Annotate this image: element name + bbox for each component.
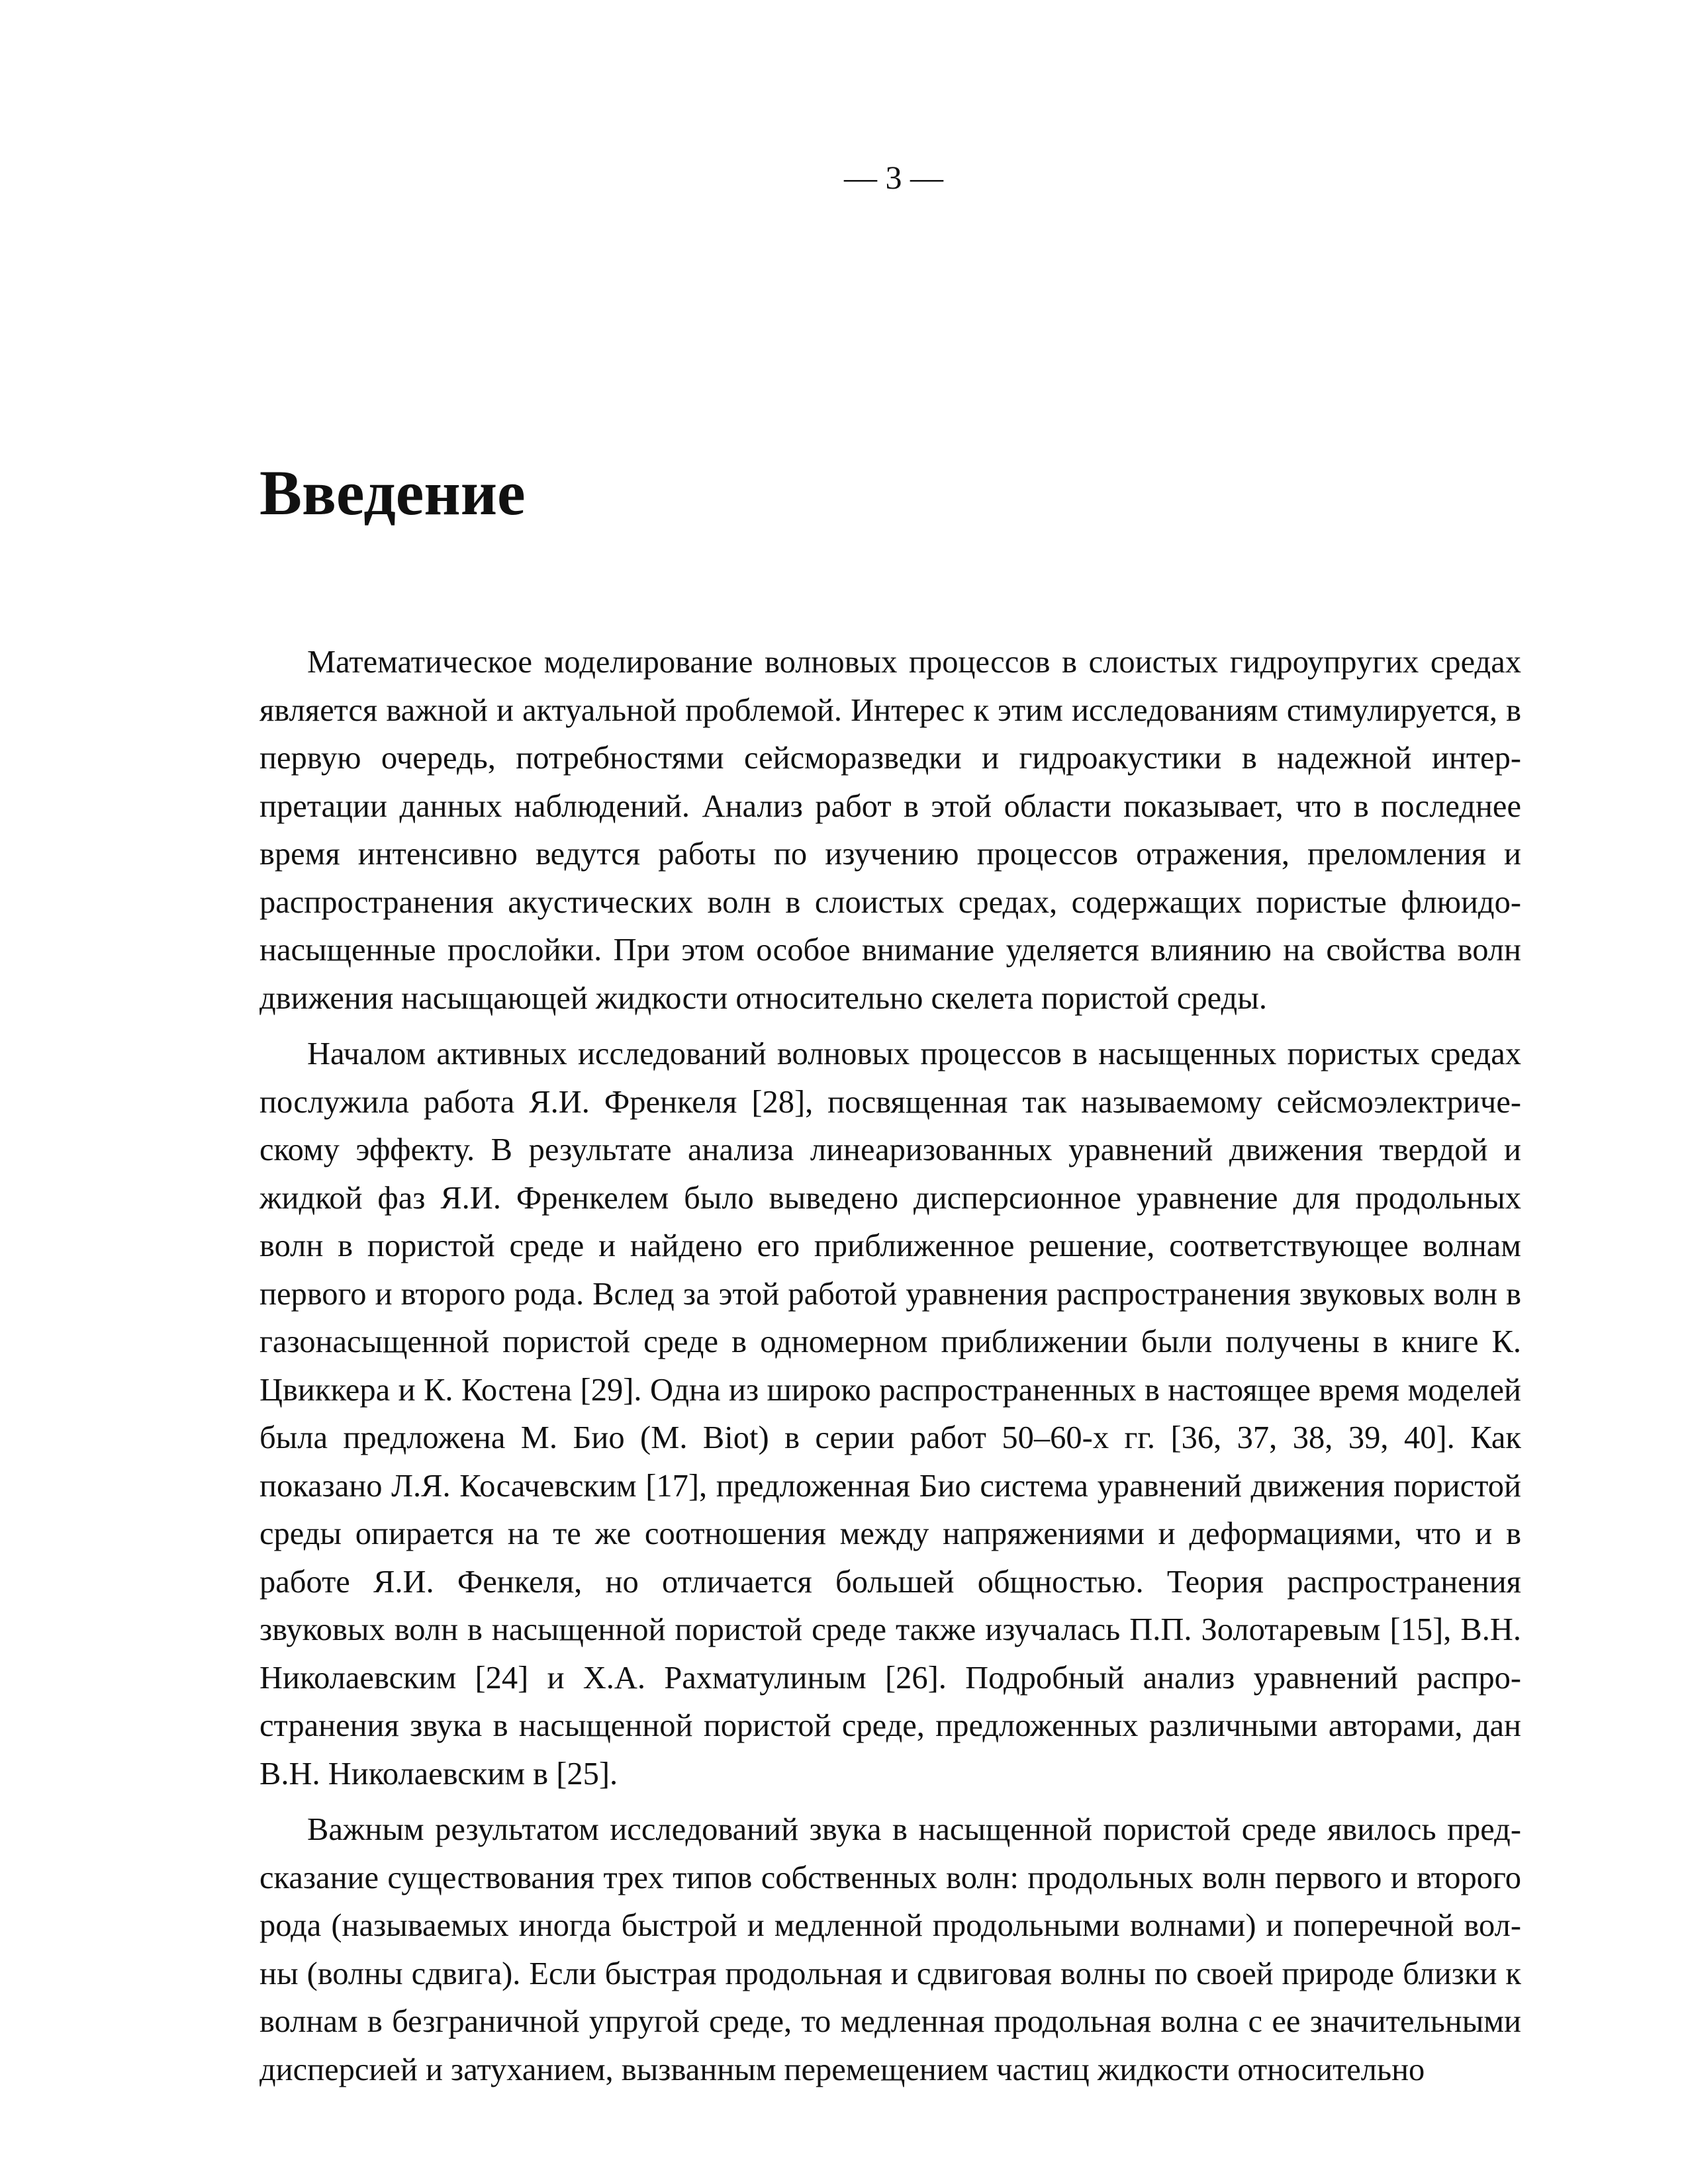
page-number: — 3 — xyxy=(844,159,943,196)
body-text xyxy=(259,639,1521,2102)
paragraph-1: Математическое моделирование волновых процессов в слоистых гидроупругих средах является важной и актуальной проблемой. Интерес к этим исследованиям стимулируется, в первую очередь, потребностями сейсморазведки и гидроакустики в надежной интерпретации данных наблюдений. Анализ работ в этой области показывает, что в последнее время интенсивно ведутся работы по изучению процессов отражения, преломления и распространения акустических волн в слоистых средах, содержащих пористые флюидонасыщенные прослойки. При этом особое внимание уделяется влиянию на свойства волн движения насыщающей жидкости относительно скелета пористой среды. xyxy=(259,645,1521,1016)
paragraph-3: Важным результатом исследований звука в насыщенной пористой среде явилось предсказание существования трех типов собственных волн: продольных волн первого и второго рода (называемых иногда быстрой и медленной продольными волнами) и поперечной волны (волны сдвига). Если быстрая продольная и сдвиговая волны по своей природе близки к волнам в безграничной упругой среде, то медленная продольная волна с ее значительными дисперсией и затуханием, вызванным перемещением частиц жидкости относительно xyxy=(259,1812,1521,2087)
chapter-title: Введение xyxy=(259,457,526,528)
paragraph-2: Началом активных исследований волновых процессов в насыщенных пористых средах послужила работа Я.И. Френкеля [28], посвященная так называемому сейсмоэлектрическому эффекту. В результате анализа линеаризованных уравнений движения твердой и жидкой фаз Я.И. Френкелем было выведено дисперсионное уравнение для продольных волн в пористой среде и найдено его приближенное решение, соответствующее волнам первого и второго рода. Вслед за этой работой уравнения распространения звуковых волн в газонасыщенной пористой среде в одномерном приближении были получены в книге К. Цвиккера и К. Костена [29]. Одна из широко распространенных в настоящее время моделей была предложена М. Био (M. Biot) в серии работ 50–60-х гг. [36, 37, 38, 39, 40]. Как показано Л.Я. Косачевским [17], предложенная Био система уравнений движения пористой среды опирается на те же соотношения между напряжениями и деформациями, что и в работе Я.И. Фенкеля, но отличается большей общностью. Теория распространения звуковых волн в насыщенной пористой среде также изучалась П.П. Золотаревым [15], В.Н. Николаевским [24] и Х.А. Рахматулиным [26]. Подробный анализ уравнений распространения звука в насыщенной пористой среде, предложенных различными авторами, дан В.Н. Николаевским в [25]. xyxy=(259,1036,1521,1792)
